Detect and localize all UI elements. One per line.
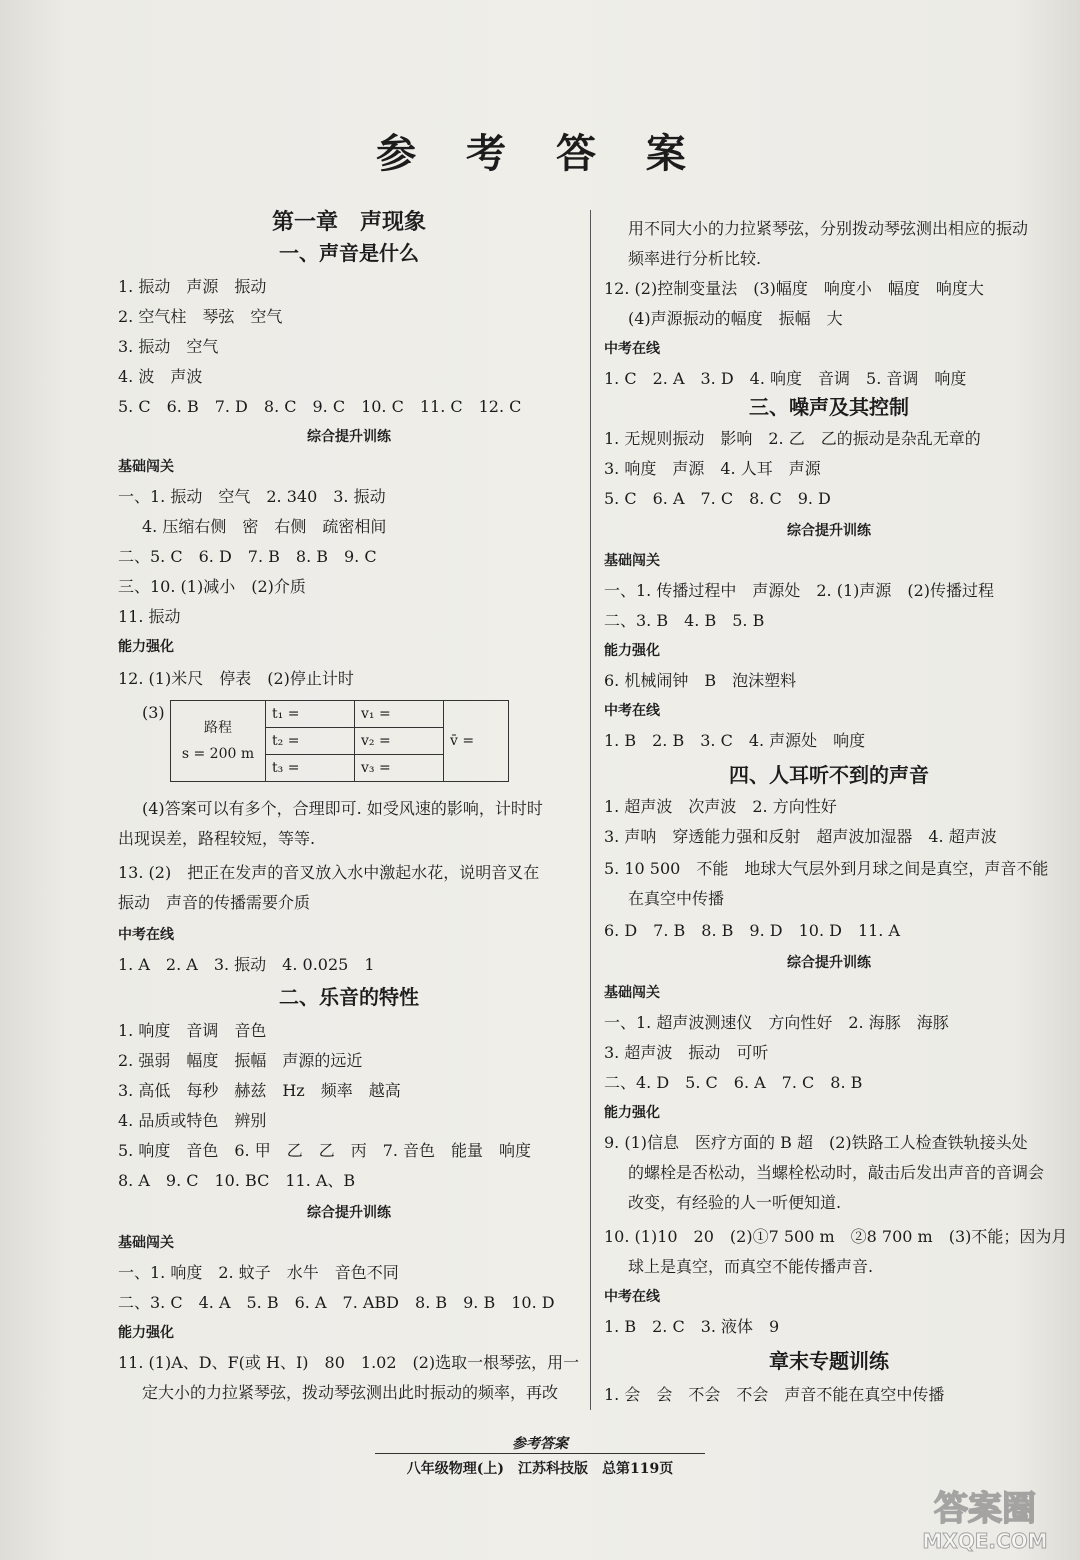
answer-line: 3. 高低 每秒 赫兹 Hz 频率 越高	[118, 1081, 401, 1100]
label-nengli: 能力强化	[604, 643, 660, 659]
section-title: 章末专题训练	[769, 1349, 889, 1373]
answer-line: 2. 空气柱 琴弦 空气	[118, 307, 283, 326]
label-jichu: 基础闯关	[604, 553, 660, 569]
table-cell	[171, 701, 266, 782]
label-zhongkao: 中考在线	[118, 927, 174, 943]
answer-line: 定大小的力拉紧琴弦，拨动琴弦测出此时振动的频率，再改	[142, 1383, 559, 1402]
answer-line: 4. 品质或特色 辨别	[118, 1111, 267, 1130]
answer-line: 12. (1)米尺 停表 (2)停止计时	[118, 669, 354, 688]
subsection-title: 综合提升训练	[307, 1205, 391, 1221]
table-cell: t₂ =	[266, 728, 355, 755]
answer-line: 一、1. 超声波测速仪 方向性好 2. 海豚 海豚	[604, 1013, 949, 1032]
answer-line: 2. 强弱 幅度 振幅 声源的远近	[118, 1051, 363, 1070]
subsection-title: 综合提升训练	[787, 523, 871, 539]
column-divider	[590, 210, 591, 1410]
answer-line: 4. 波 声波	[118, 367, 203, 386]
answer-line: 频率进行分析比较.	[628, 249, 762, 268]
page-title: 参 考 答 案	[376, 131, 704, 177]
watermark-text: 答案圈	[934, 1489, 1036, 1529]
answer-line: 5. C 6. A 7. C 8. C 9. D	[604, 489, 831, 508]
answer-line: 1. 会 会 不会 不会 声音不能在真空中传播	[604, 1385, 945, 1404]
answer-line: 1. 无规则振动 影响 2. 乙 乙的振动是杂乱无章的	[604, 429, 981, 448]
answer-line: 在真空中传播	[628, 889, 725, 908]
label-jichu: 基础闯关	[118, 1235, 174, 1251]
answer-line: 用不同大小的力拉紧琴弦，分别拨动琴弦测出相应的振动	[628, 219, 1029, 238]
table-cell: v₃ =	[355, 755, 444, 782]
footer-divider	[375, 1453, 705, 1454]
chapter-title: 第一章 声现象	[271, 210, 426, 235]
answer-line: 1. 响度 音调 音色	[118, 1021, 267, 1040]
data-table	[170, 700, 509, 782]
answer-line: 1. B 2. C 3. 液体 9	[604, 1317, 780, 1336]
answer-line: 6. D 7. B 8. B 9. D 10. D 11. A	[604, 921, 901, 940]
label-nengli: 能力强化	[604, 1105, 660, 1121]
answer-line: 3. 振动 空气	[118, 337, 219, 356]
answer-line: 一、1. 振动 空气 2. 340 3. 振动	[118, 487, 386, 506]
watermark-logo	[896, 1478, 1074, 1556]
table-cell: t₃ =	[266, 755, 355, 782]
answer-line: 的螺栓是否松动，当螺栓松动时，敲击后发出声音的音调会	[628, 1163, 1045, 1182]
table-cell: v₂ =	[355, 728, 444, 755]
answer-line: 3. 声呐 穿透能力强和反射 超声波加湿器 4. 超声波	[604, 827, 997, 846]
watermark-url: MXQE.COM	[922, 1529, 1048, 1553]
answer-line: 4. 压缩右侧 密 右侧 疏密相间	[142, 517, 387, 536]
answer-line: (4)声源振动的幅度 振幅 大	[628, 309, 843, 328]
answer-line: 1. A 2. A 3. 振动 4. 0.025 1	[118, 955, 375, 974]
answer-line: 5. 10 500 不能 地球大气层外到月球之间是真空，声音不能	[604, 859, 1049, 878]
answer-line: 5. C 6. B 7. D 8. C 9. C 10. C 11. C 12. C	[118, 397, 522, 416]
answer-line: 6. 机械闹钟 B 泡沫塑料	[604, 671, 797, 690]
answer-line: 8. A 9. C 10. BC 11. A、B	[118, 1171, 356, 1190]
answer-line: 1. B 2. B 3. C 4. 声源处 响度	[604, 731, 866, 750]
section-title: 三、噪声及其控制	[749, 395, 909, 419]
answer-line: 二、3. C 4. A 5. B 6. A 7. ABD 8. B 9. B 10. D	[118, 1293, 555, 1312]
table-cell: v₁ =	[355, 701, 444, 728]
answer-line: 球上是真空，而真空不能传播声音.	[628, 1257, 874, 1276]
table-cell-text: s = 200 m	[181, 746, 255, 762]
answer-line: 一、1. 响度 2. 蚊子 水牛 音色不同	[118, 1263, 399, 1282]
answer-line: 11. (1)A、D、F(或 H、I) 80 1.02 (2)选取一根琴弦，用一	[118, 1353, 580, 1372]
label-nengli: 能力强化	[118, 639, 174, 655]
label-jichu: 基础闯关	[604, 985, 660, 1001]
subsection-title: 综合提升训练	[307, 429, 391, 445]
answer-line: 振动 声音的传播需要介质	[118, 893, 311, 912]
section-title: 四、人耳听不到的声音	[729, 763, 929, 787]
answer-line: (3)	[142, 703, 165, 722]
answer-line: 10. (1)10 20 (2)①7 500 m ②8 700 m (3)不能；因为月	[604, 1227, 1068, 1246]
section-title: 一、声音是什么	[279, 241, 419, 265]
footer-label: 参考答案	[512, 1436, 568, 1452]
answer-line: 1. 振动 声源 振动	[118, 277, 267, 296]
section-title: 二、乐音的特性	[279, 985, 419, 1009]
answer-line: 二、4. D 5. C 6. A 7. C 8. B	[604, 1073, 863, 1092]
answer-line: 改变，有经验的人一听便知道.	[628, 1193, 842, 1212]
label-zhongkao: 中考在线	[604, 703, 660, 719]
label-jichu: 基础闯关	[118, 459, 174, 475]
answer-line: 9. (1)信息 医疗方面的 B 超 (2)铁路工人检查铁轨接头处	[604, 1133, 1028, 1152]
answer-line: 12. (2)控制变量法 (3)幅度 响度小 幅度 响度大	[604, 279, 984, 298]
label-nengli: 能力强化	[118, 1325, 174, 1341]
answer-line: 二、3. B 4. B 5. B	[604, 611, 765, 630]
table-cell: v̄ =	[444, 701, 509, 782]
answer-line: 5. 响度 音色 6. 甲 乙 乙 丙 7. 音色 能量 响度	[118, 1141, 532, 1160]
answer-line: 1. C 2. A 3. D 4. 响度 音调 5. 音调 响度	[604, 369, 967, 388]
answer-line: 三、10. (1)减小 (2)介质	[118, 577, 306, 596]
table-cell-text: 路程	[204, 720, 232, 736]
answer-line: 出现误差，路程较短，等等.	[118, 829, 316, 848]
footer-info: 八年级物理(上) 江苏科技版 总第119页	[406, 1461, 674, 1477]
answer-line: 一、1. 传播过程中 声源处 2. (1)声源 (2)传播过程	[604, 581, 995, 600]
answer-line: 二、5. C 6. D 7. B 8. B 9. C	[118, 547, 377, 566]
answer-line: 3. 响度 声源 4. 人耳 声源	[604, 459, 821, 478]
label-zhongkao: 中考在线	[604, 341, 660, 357]
answer-line: 1. 超声波 次声波 2. 方向性好	[604, 797, 837, 816]
answer-line: (4)答案可以有多个，合理即可. 如受风速的影响，计时时	[142, 799, 543, 818]
table-cell: t₁ =	[266, 701, 355, 728]
subsection-title: 综合提升训练	[787, 955, 871, 971]
label-zhongkao: 中考在线	[604, 1289, 660, 1305]
answer-line: 3. 超声波 振动 可听	[604, 1043, 769, 1062]
answer-line: 11. 振动	[118, 607, 181, 626]
answer-line: 13. (2) 把正在发声的音叉放入水中激起水花，说明音叉在	[118, 863, 540, 882]
